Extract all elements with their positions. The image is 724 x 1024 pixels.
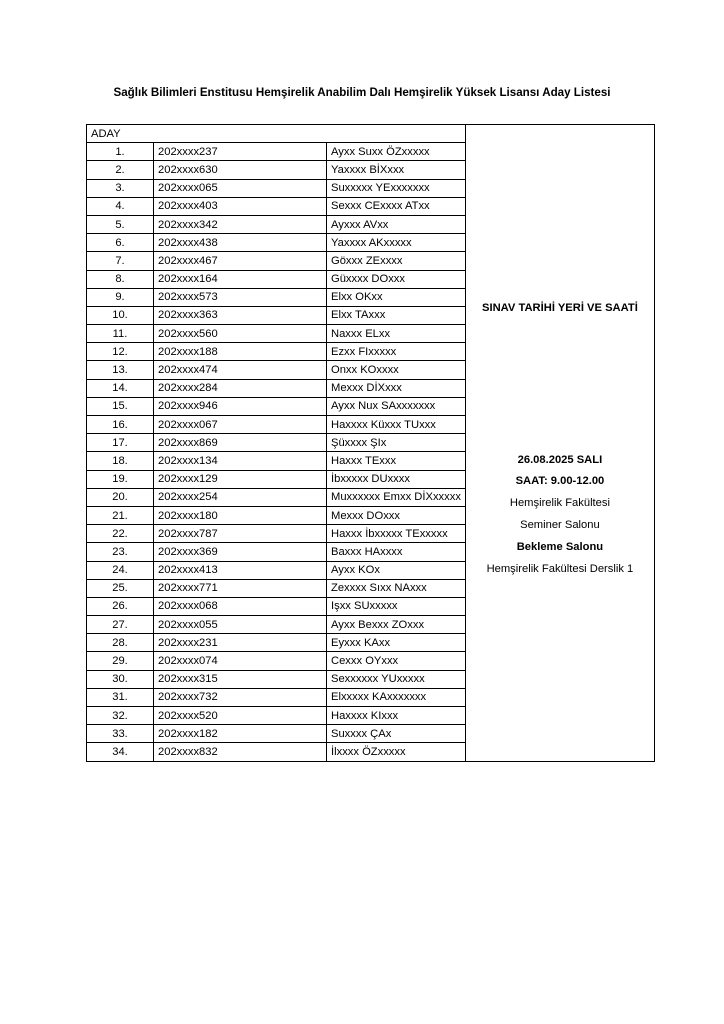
student-id: 202xxxx237 [154, 143, 327, 161]
row-number: 26. [87, 597, 154, 615]
candidate-name: Cexxx OYxxx [327, 652, 466, 670]
candidate-name: Ezxx FIxxxxx [327, 343, 466, 361]
row-number: 6. [87, 234, 154, 252]
row-number: 31. [87, 688, 154, 706]
row-number: 19. [87, 470, 154, 488]
student-id: 202xxxx231 [154, 634, 327, 652]
student-id: 202xxxx520 [154, 707, 327, 725]
student-id: 202xxxx474 [154, 361, 327, 379]
candidate-name: Suxxxxx YExxxxxxx [327, 179, 466, 197]
student-id: 202xxxx067 [154, 416, 327, 434]
row-number: 8. [87, 270, 154, 288]
row-number: 10. [87, 306, 154, 324]
row-number: 30. [87, 670, 154, 688]
student-id: 202xxxx438 [154, 234, 327, 252]
row-number: 20. [87, 488, 154, 506]
exam-date: 26.08.2025 SALI [517, 454, 603, 467]
row-number: 24. [87, 561, 154, 579]
candidate-name: Yaxxxx AKxxxxx [327, 234, 466, 252]
student-id: 202xxxx787 [154, 525, 327, 543]
student-id: 202xxxx630 [154, 161, 327, 179]
candidate-name: Ayxx KOx [327, 561, 466, 579]
row-number: 13. [87, 361, 154, 379]
student-id: 202xxxx363 [154, 306, 327, 324]
row-number: 17. [87, 434, 154, 452]
student-id: 202xxxx254 [154, 488, 327, 506]
student-id: 202xxxx732 [154, 688, 327, 706]
exam-info-cell [465, 125, 654, 762]
candidate-name: Naxxx ELxx [327, 325, 466, 343]
candidate-name: Haxxxx KIxxx [327, 707, 466, 725]
candidate-name: Elxxxxx KAxxxxxxx [327, 688, 466, 706]
student-id: 202xxxx342 [154, 215, 327, 233]
row-number: 9. [87, 288, 154, 306]
candidate-name: Ayxx Bexxx ZOxxx [327, 616, 466, 634]
row-number: 16. [87, 416, 154, 434]
student-id: 202xxxx134 [154, 452, 327, 470]
row-number: 15. [87, 397, 154, 415]
student-id: 202xxxx403 [154, 197, 327, 215]
student-id: 202xxxx068 [154, 597, 327, 615]
candidate-name: Haxxx İbxxxxx TExxxxx [327, 525, 466, 543]
waiting-room-place: Hemşirelik Fakültesi Derslik 1 [486, 563, 634, 576]
candidate-name: Eyxxx KAxx [327, 634, 466, 652]
student-id: 202xxxx182 [154, 725, 327, 743]
student-id: 202xxxx065 [154, 179, 327, 197]
candidate-name: Mexxx DİXxxx [327, 379, 466, 397]
row-number: 27. [87, 616, 154, 634]
row-number: 25. [87, 579, 154, 597]
candidate-name: İlxxxx ÖZxxxxx [327, 743, 466, 761]
row-number: 18. [87, 452, 154, 470]
student-id: 202xxxx188 [154, 343, 327, 361]
exam-info-body [470, 314, 650, 575]
student-id: 202xxxx129 [154, 470, 327, 488]
row-number: 23. [87, 543, 154, 561]
student-id: 202xxxx180 [154, 506, 327, 524]
exam-info-header: SINAV TARİHİ YERİ VE SAATİ [482, 302, 638, 315]
row-number: 14. [87, 379, 154, 397]
row-number: 21. [87, 506, 154, 524]
waiting-room-title: Bekleme Salonu [516, 541, 604, 554]
row-number: 11. [87, 325, 154, 343]
candidate-name: Göxxx ZExxxx [327, 252, 466, 270]
exam-place-line1: Hemşirelik Fakültesi [509, 497, 610, 510]
row-number: 1. [87, 143, 154, 161]
student-id: 202xxxx560 [154, 325, 327, 343]
row-number: 34. [87, 743, 154, 761]
row-number: 4. [87, 197, 154, 215]
candidate-name: Muxxxxxx Emxx DİXxxxxx [327, 488, 466, 506]
aday-header: ADAY [87, 125, 466, 143]
candidate-name: Şüxxxx ŞIx [327, 434, 466, 452]
student-id: 202xxxx771 [154, 579, 327, 597]
student-id: 202xxxx869 [154, 434, 327, 452]
candidate-name: Suxxxx ÇAx [327, 725, 466, 743]
student-id: 202xxxx315 [154, 670, 327, 688]
candidate-name: Ayxx Suxx ÖZxxxxx [327, 143, 466, 161]
row-number: 3. [87, 179, 154, 197]
row-number: 33. [87, 725, 154, 743]
candidate-name: Ayxxx AVxx [327, 215, 466, 233]
row-number: 22. [87, 525, 154, 543]
row-number: 12. [87, 343, 154, 361]
candidate-name: Yaxxxx BİXxxx [327, 161, 466, 179]
exam-place-line2: Seminer Salonu [520, 519, 600, 532]
candidate-name: İbxxxxx DUxxxx [327, 470, 466, 488]
student-id: 202xxxx074 [154, 652, 327, 670]
row-number: 28. [87, 634, 154, 652]
row-number: 32. [87, 707, 154, 725]
student-id: 202xxxx413 [154, 561, 327, 579]
row-number: 29. [87, 652, 154, 670]
table-header-row [87, 125, 655, 143]
candidate-name: Mexxx DOxxx [327, 506, 466, 524]
candidate-name: Sexxx CExxxx ATxx [327, 197, 466, 215]
candidate-name: Zexxxx Sıxx NAxxx [327, 579, 466, 597]
student-id: 202xxxx369 [154, 543, 327, 561]
student-id: 202xxxx284 [154, 379, 327, 397]
candidate-name: Sexxxxxx YUxxxxx [327, 670, 466, 688]
student-id: 202xxxx055 [154, 616, 327, 634]
candidate-name: Baxxx HAxxxx [327, 543, 466, 561]
candidate-name: Haxxxx Küxxx TUxxx [327, 416, 466, 434]
row-number: 5. [87, 215, 154, 233]
exam-time: SAAT: 9.00-12.00 [515, 475, 605, 488]
candidate-name: Onxx KOxxxx [327, 361, 466, 379]
candidate-name: Güxxxx DOxxx [327, 270, 466, 288]
row-number: 7. [87, 252, 154, 270]
student-id: 202xxxx573 [154, 288, 327, 306]
student-id: 202xxxx832 [154, 743, 327, 761]
student-id: 202xxxx164 [154, 270, 327, 288]
candidate-name: Elxx OKxx [327, 288, 466, 306]
student-id: 202xxxx946 [154, 397, 327, 415]
candidate-name: Elxx TAxxx [327, 306, 466, 324]
candidate-name: Haxxx TExxx [327, 452, 466, 470]
candidate-name: Işxx SUxxxxx [327, 597, 466, 615]
document-title: Sağlık Bilimleri Enstitusu Hemşirelik Anabilim Dalı Hemşirelik Yüksek Lisansı Aday Listesi [113, 86, 611, 99]
student-id: 202xxxx467 [154, 252, 327, 270]
candidate-table [86, 124, 655, 762]
candidate-name: Ayxx Nux SAxxxxxxx [327, 397, 466, 415]
row-number: 2. [87, 161, 154, 179]
